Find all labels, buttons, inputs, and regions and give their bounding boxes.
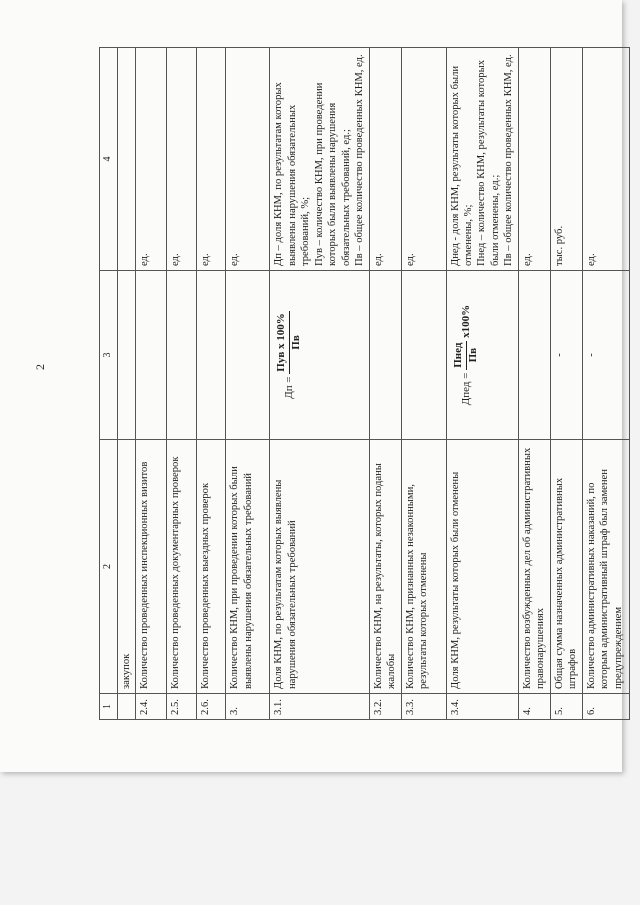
row-formula: -: [550, 271, 582, 440]
row-unit: ед.: [136, 48, 167, 271]
formula-right: х100%: [459, 304, 472, 338]
row-name: Количество проведенных выездных проверок: [197, 440, 226, 694]
row-unit: ед.: [197, 48, 226, 271]
row-formula: -: [582, 271, 629, 440]
table-row: [226, 48, 270, 720]
formula-left: Дп =: [283, 376, 296, 399]
header-cell: 3: [100, 271, 118, 440]
table-row: [197, 48, 226, 720]
header-cell: 2: [100, 440, 118, 694]
row-description: [446, 48, 518, 271]
row-number: 2.4.: [136, 694, 167, 720]
formula-denominator: Пв: [290, 335, 303, 350]
row-number: 2.5.: [167, 694, 197, 720]
row-formula: [167, 271, 197, 440]
row-number: 3.: [226, 694, 270, 720]
formula-numerator: Пнед: [452, 341, 467, 370]
header-cell: 4: [100, 48, 118, 271]
row-name: закупок: [118, 440, 136, 694]
row-number: 3.4.: [446, 694, 518, 720]
row-unit: ед.: [518, 48, 550, 271]
description-line: Пв – общее количество проведенных КНМ, ед.: [354, 54, 366, 266]
row-unit: тыс. руб.: [550, 48, 582, 271]
formula-fraction: [452, 341, 481, 370]
row-number: [118, 694, 136, 720]
row-formula: [136, 271, 167, 440]
description-line: Пв – общее количество проведенных КНМ, ед.: [503, 54, 515, 266]
row-name: Количество проведенных инспекционных визитов: [136, 440, 167, 694]
row-number: 3.1.: [270, 694, 369, 720]
table-row: [401, 48, 446, 720]
formula-fraction: [275, 311, 304, 374]
row-number: 6.: [582, 694, 629, 720]
row-unit: ед.: [226, 48, 270, 271]
row-description: [270, 48, 369, 271]
table-row: [446, 48, 518, 720]
row-name: Количество административных наказаний, по которым административный штраф был заменен предупреждением: [582, 440, 629, 694]
row-name: Общая сумма назначенных административных штрафов: [550, 440, 582, 694]
page-number: 2: [33, 364, 47, 370]
row-formula: [270, 271, 369, 440]
row-formula: [226, 271, 270, 440]
formula-numerator: Пув х 100%: [275, 311, 290, 374]
table-row: [582, 48, 629, 720]
row-number: 4.: [518, 694, 550, 720]
row-name: Количество КНМ, признанных незаконными, результаты которых отменены: [401, 440, 446, 694]
row-unit: ед.: [167, 48, 197, 271]
row-unit: ед.: [582, 48, 629, 271]
table-header-row: [100, 48, 118, 720]
formula-denominator: Пв: [466, 347, 479, 363]
description-line: Дп – доля КНМ, по результатам которых выявлены нарушения обязательных требований, %;: [273, 82, 312, 266]
row-name: Доля КНМ, результаты которых были отменены: [446, 440, 518, 694]
header-cell: 1: [100, 694, 118, 720]
indicators-table: [99, 47, 630, 720]
formula-left: Дпед =: [459, 372, 472, 406]
table-row: [518, 48, 550, 720]
row-number: 5.: [550, 694, 582, 720]
row-unit: [118, 48, 136, 271]
row-name: Количество возбужденных дел об административных правонарушениях: [518, 440, 550, 694]
row-name: Количество КНМ, на результаты, которых поданы жалобы: [369, 440, 401, 694]
table-row: [270, 48, 369, 720]
description-line: Пнед – количество КНМ, результаты которых были отменены, ед.;: [476, 59, 501, 266]
row-formula: [197, 271, 226, 440]
table-row: [369, 48, 401, 720]
table-row: [167, 48, 197, 720]
row-number: 2.6.: [197, 694, 226, 720]
row-formula: [518, 271, 550, 440]
row-unit: ед.: [401, 48, 446, 271]
table-row: [550, 48, 582, 720]
row-unit: ед.: [369, 48, 401, 271]
row-formula: [401, 271, 446, 440]
row-name: Количество проведенных документарных проверок: [167, 440, 197, 694]
row-number: 3.2.: [369, 694, 401, 720]
description-line: Днед - доля КНМ, результаты которых были отменены, %;: [449, 65, 474, 266]
row-formula: [369, 271, 401, 440]
row-formula: [446, 271, 518, 440]
table-row: [136, 48, 167, 720]
table-row: [118, 48, 136, 720]
rotated-table-wrapper: [99, 48, 624, 720]
row-name: Количество КНМ, при проведении которых были выявлены нарушения обязательных требований: [226, 440, 270, 694]
description-line: Пув – количество КНМ, при проведении которых были выявлены нарушения обязательных требований, ед.;: [313, 82, 352, 266]
row-number: 3.3.: [401, 694, 446, 720]
row-formula: [118, 271, 136, 440]
row-name: Доля КНМ, по результатам которых выявлены нарушения обязательных требований: [270, 440, 369, 694]
